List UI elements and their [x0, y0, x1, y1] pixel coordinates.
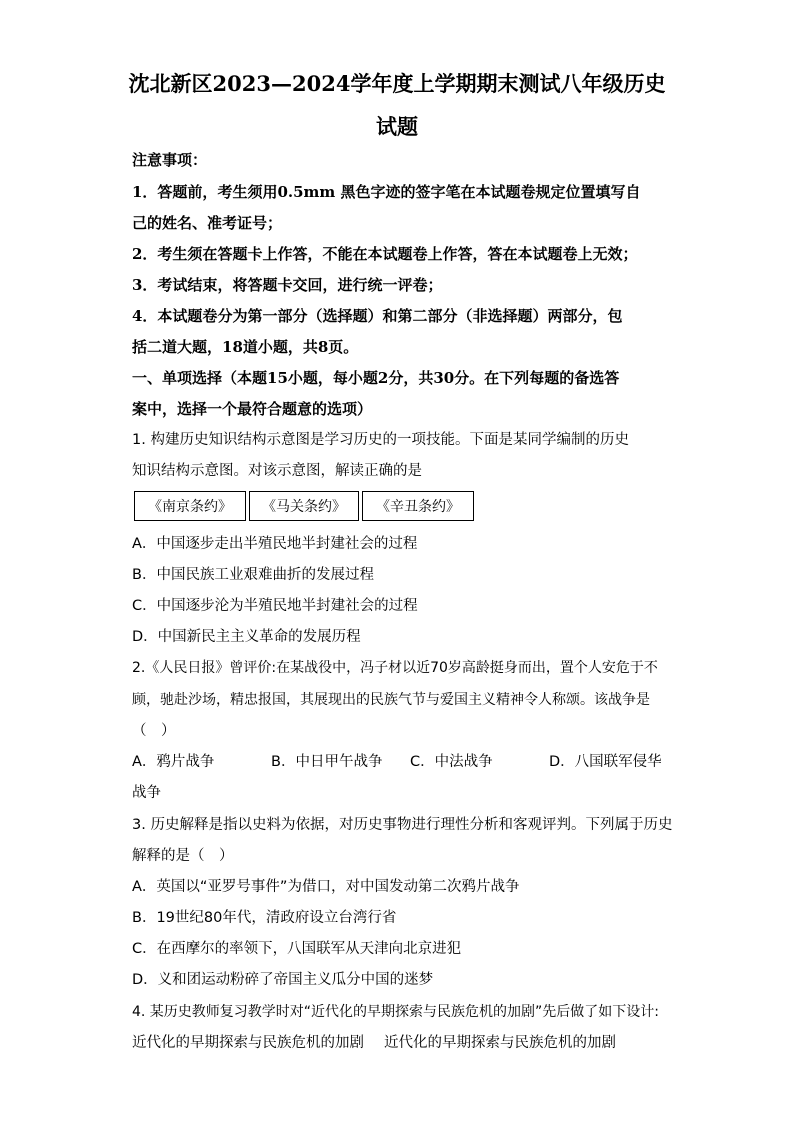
section-heading: 一、单项选择（本题15小题，每小题2分，共30分。在下列每题的备选答 [132, 369, 620, 387]
q1-box-nanjing-treaty [134, 491, 246, 521]
exam-title-line1: 沈北新区2023—2024学年度上学期期末测试八年级历史 [128, 71, 666, 96]
notice-item-3: 3．考试结束，将答题卡交回，进行统一评卷； [132, 276, 443, 294]
q2-option-c: C．中法战争 [410, 754, 493, 770]
notice-item-1-cont: 己的姓名、准考证号； [132, 214, 283, 232]
q2-answer-bracket: （ ） [132, 723, 176, 739]
q2-option-a: A．鸦片战争 [132, 754, 215, 770]
q1-box-maguan-treaty [249, 491, 359, 521]
q3-option-c: C．在西摩尔的率领下，八国联军从天津向北京进犯 [132, 941, 462, 957]
q2-stem-cont: 顾，驰赴沙场，精忠报国，其展现出的民族气节与爱国主义精神令人称颂。该战争是 [132, 692, 650, 708]
exam-title-line2: 试题 [376, 114, 418, 139]
q1-stem-cont: 知识结构示意图。对该示意图，解读正确的是 [132, 463, 422, 479]
q3-option-a: A．英国以“亚罗号事件”为借口，对中国发动第二次鸦片战争 [132, 879, 520, 895]
q1-stem: 1. 构建历史知识结构示意图是学习历史的一项技能。下面是某同学编制的历史 [132, 432, 629, 448]
q4-design-1: 近代化的早期探索与民族危机的加剧 [132, 1035, 364, 1051]
q3-stem-cont: 解释的是（ ） [132, 848, 234, 864]
notice-item-4: 4．本试题卷分为第一部分（选择题）和第二部分（非选择题）两部分，包 [132, 307, 623, 325]
q2-stem: 2.《人民日报》曾评价:在某战役中，冯子材以近70岁高龄挺身而出，置个人安危于不 [132, 660, 658, 676]
q1-option-a: A．中国逐步走出半殖民地半封建社会的过程 [132, 536, 418, 552]
q4-stem: 4. 某历史教师复习教学时对“近代化的早期探索与民族危机的加剧”先后做了如下设计: [132, 1004, 660, 1020]
q1-box-label: 《南京条约》 [148, 499, 232, 515]
notice-item-4-cont: 括二道大题，18道小题，共8页。 [132, 338, 359, 356]
q2-option-b: B．中日甲午战争 [271, 754, 383, 770]
notice-item-1: 1．答题前，考生须用0.5mm 黑色字迹的签字笔在本试题卷规定位置填写自 [132, 183, 641, 201]
section-heading-cont: 案中，选择一个最符合题意的选项） [132, 400, 373, 418]
q1-option-c: C．中国逐步沦为半殖民地半封建社会的过程 [132, 598, 418, 614]
q4-design-2: 近代化的早期探索与民族危机的加剧 [384, 1035, 616, 1051]
q1-box-label: 《辛丑条约》 [376, 499, 460, 515]
q1-option-d: D．中国新民主主义革命的发展历程 [132, 629, 361, 645]
q3-stem: 3. 历史解释是指以史料为依据，对历史事物进行理性分析和客观评判。下列属于历史 [132, 817, 673, 833]
q1-box-xinchou-treaty [362, 491, 474, 521]
q3-option-b: B．19世纪80年代，清政府设立台湾行省 [132, 910, 397, 926]
q1-box-label: 《马关条约》 [262, 499, 346, 515]
notice-heading: 注意事项： [132, 151, 208, 169]
q2-option-d: D．八国联军侵华 [549, 754, 662, 770]
q2-option-d-cont: 战争 [132, 785, 161, 801]
notice-item-2: 2．考生须在答题卡上作答，不能在本试题卷上作答，答在本试题卷上无效； [132, 245, 638, 263]
q3-option-d: D．义和团运动粉碎了帝国主义瓜分中国的迷梦 [132, 972, 434, 988]
q1-option-b: B．中国民族工业艰难曲折的发展过程 [132, 567, 374, 583]
